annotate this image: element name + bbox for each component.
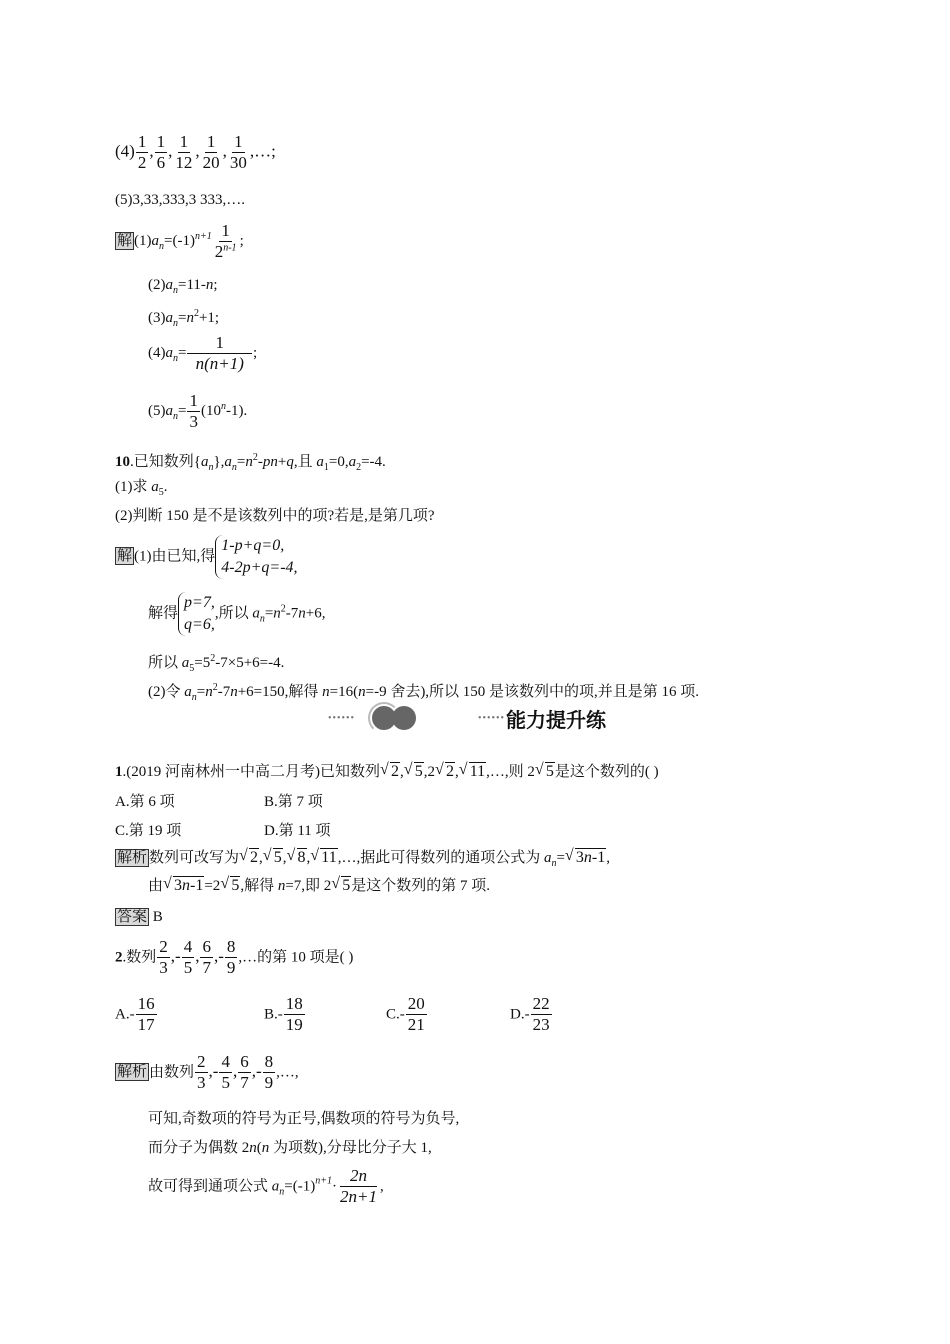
sqrt: √ 5: [403, 761, 423, 780]
option-b: B.第 7 项: [264, 794, 323, 810]
solution-2-line3: 而分子为偶数 2n(n 为项数),分母比分子大 1,: [148, 1140, 432, 1156]
solution-9-line1: 解 $(1)a_n=(-1)^{n+1}$ $\frac{1}{2^{n-1}}$ ;: [117, 221, 244, 261]
fraction: $\frac{1}{6}$: [156, 132, 166, 172]
solution-2-line2: 可知,奇数项的符号为正号,偶数项的符号为负号,: [148, 1111, 460, 1127]
equation-system: p=7, q=6,: [178, 592, 215, 636]
problem-9-part5: (5)3,33,333,3 333,….: [115, 192, 245, 208]
solution-10-line3: 所以 $a_5=5^2-7\times 5+6=-4$.: [148, 653, 285, 674]
problem-1-statement: 1.(2019 河南林州一中高二月考)已知数列 √ 2, √ 5,2 √ 2, √ 11,…,则 2 √ 5是这个数列的( ): [115, 761, 659, 780]
sqrt: √ 2: [435, 761, 454, 780]
option-a: A.第 6 项: [115, 794, 175, 810]
fraction: $\frac{8}{9}$: [226, 937, 236, 977]
option-d: D.第 11 项: [264, 823, 331, 839]
fraction: $\frac{6}{7}$: [202, 937, 211, 977]
sqrt: √ 2: [380, 761, 399, 780]
fraction: $\frac{16}{17}$: [137, 994, 155, 1034]
solution-9-line5: $(5)a_n=$ $\frac{1}{3}$ (10$^n$-1).: [148, 391, 248, 431]
sqrt: √ 5: [331, 875, 351, 894]
solution-1-line1: 解析 数列可改写为 √ 2, √ 5, √ 8, √ 11,…,据此可得数列的通项公式为 $a_n=$ √ 3n-1,: [117, 847, 610, 869]
fraction: $\frac{1}{20}$: [202, 132, 220, 172]
sqrt: √ 5: [534, 761, 554, 780]
sqrt: √ 3n-1: [564, 847, 606, 866]
solution-10-line1: 解 (1)由已知,得1-p+q=0, 4-2p+q=-4,: [115, 535, 298, 579]
banner-dots-left: ••••••: [328, 713, 356, 724]
sqrt: √ 8: [286, 847, 306, 866]
solution-2-line4: 故可得到通项公式 $a_n=(-1)^{n+1}\cdot$ $\frac{2n}{2n+1}$ ,: [148, 1166, 384, 1206]
fraction: $\frac{2}{3}$: [159, 937, 168, 977]
sqrt: √ 3n-1: [163, 875, 204, 894]
solution-10-line4: (2)令 $a_n=n^2-7n+6=150$,解得 n=16(n=-9 舍去),所以 150 是该数列中的项,并且是第 16 项.: [148, 682, 700, 703]
fraction: $\frac{1}{3}$: [189, 391, 198, 431]
solution-tag: 解: [117, 232, 133, 249]
sqrt: √ 2: [239, 847, 259, 866]
sqrt: √ 5: [262, 847, 282, 866]
fraction: $\frac{2}{3}$: [197, 1052, 206, 1092]
fraction: $\frac{18}{19}$: [285, 994, 303, 1034]
section-banner: [328, 700, 628, 734]
fraction: $\frac{4}{5}$: [221, 1052, 230, 1092]
fraction: $\frac{20}{21}$: [407, 994, 425, 1034]
fraction: $\frac{1}{2}$: [137, 132, 147, 172]
fraction: $\frac{8}{9}$: [264, 1052, 274, 1092]
solution-2-line1: 解析 由数列 $\frac{2}{3}$ ,- $\frac{4}{5}$ , $\frac{6}{7}$ ,- $\frac{8}{9}$ ,…,: [117, 1052, 299, 1092]
option-d: D.- $\frac{22}{23}$: [510, 994, 550, 1034]
equation-system: 1-p+q=0, 4-2p+q=-4,: [215, 535, 297, 579]
fraction: $\frac{1}{30}$: [229, 132, 247, 172]
problem-9-part4: (4) $\frac{1}{2}$ , $\frac{1}{6}$ , $\frac{1}{12}$ , $\frac{1}{20}$ , $\frac{1}{30}$ ,…;: [115, 132, 276, 172]
sqrt: √ 11: [458, 761, 486, 780]
fraction: $\frac{1}{2^{n-1}}$: [214, 221, 237, 261]
problem-10-part1: (1)求 $a_5$.: [115, 479, 168, 498]
section-title: 能力提升练: [506, 708, 606, 732]
fraction: $\frac{1}{12}$: [175, 132, 193, 172]
analysis-tag: 解析: [117, 850, 148, 866]
fraction: $\frac{2n}{2n+1}$: [339, 1166, 377, 1206]
problem-10-part2: (2)判断 150 是不是该数列中的项?若是,是第几项?: [115, 508, 435, 524]
answer-tag: 答案: [117, 909, 148, 925]
problem-10-statement: 10.已知数列$\{a_n\},a_n=n^2-pn+q$,且 $a_1=0,a_2=-4$.: [115, 452, 386, 473]
fraction: $\frac{22}{23}$: [532, 994, 550, 1034]
option-b: B.- $\frac{18}{19}$: [264, 994, 303, 1034]
sqrt: √ 5: [220, 875, 240, 894]
problem-2-statement: 2.数列 $\frac{2}{3}$ ,- $\frac{4}{5}$ , $\frac{6}{7}$ ,- $\frac{8}{9}$ ,…的第 10 项是( ): [115, 937, 354, 977]
solution-9-line3: $(3)a_n=n^2+1$;: [148, 308, 220, 329]
option-c: C.第 19 项: [115, 823, 182, 839]
solution-9-line4: $(4)a_n=$ $\frac{1}{n(n+1)}$ ;: [148, 333, 258, 373]
solution-10-line2: 解得p=7, q=6,,所以 $a_n=n^2-7n+6$,: [148, 592, 326, 636]
fraction: $\frac{1}{n(n+1)}$: [187, 334, 252, 373]
solution-tag: 解: [117, 548, 133, 565]
fraction: $\frac{4}{5}$: [183, 937, 193, 977]
fraction: $\frac{6}{7}$: [240, 1052, 249, 1092]
solution-9-line2: $(2)a_n=11-n$;: [148, 277, 218, 296]
sqrt: √ 11: [310, 847, 337, 866]
answer-1: 答案 B: [117, 909, 163, 925]
option-c: C.- $\frac{20}{21}$: [386, 994, 425, 1034]
banner-circle-icon: [392, 706, 416, 730]
option-a: A.- $\frac{16}{17}$: [115, 994, 155, 1034]
solution-1-line2: 由 √ 3n-1=2 √ 5,解得 n=7,即 2 √ 5是这个数列的第 7 项.: [148, 875, 491, 894]
banner-dots-right: ••••••: [478, 713, 506, 724]
analysis-tag: 解析: [117, 1064, 148, 1081]
